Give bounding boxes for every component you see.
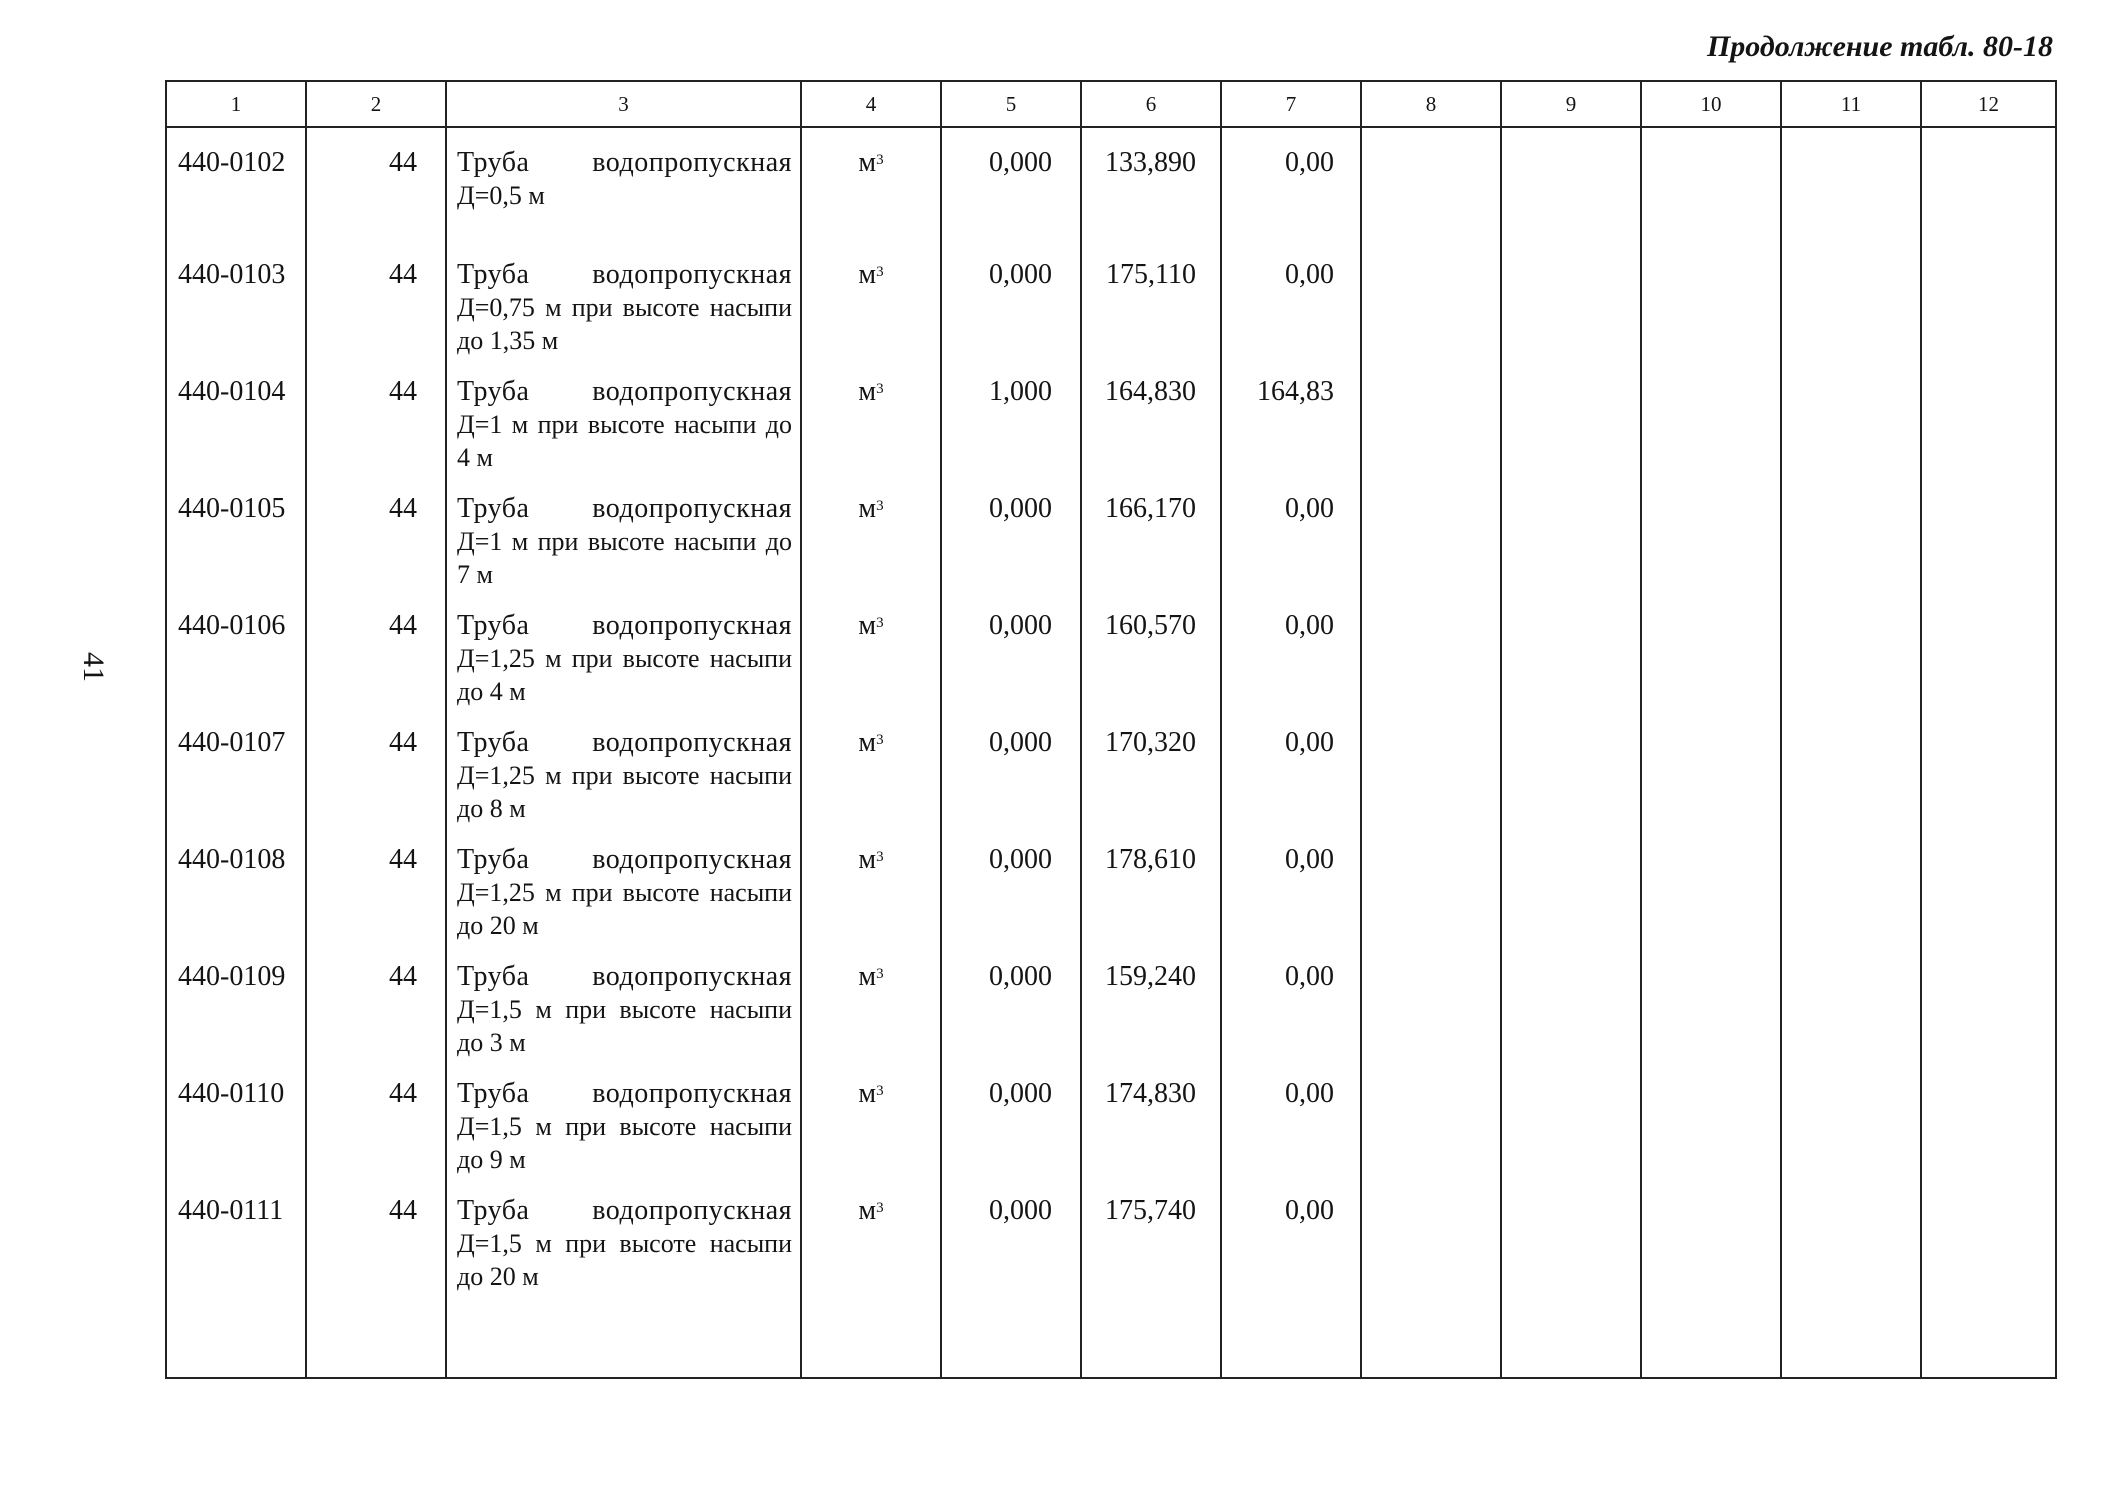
cell-group: 44	[306, 942, 446, 1059]
cell-col-11	[1781, 474, 1921, 591]
description-first-line: Труба водопропускная	[457, 727, 792, 758]
table-row	[166, 825, 2056, 942]
cell-quantity: 0,000	[941, 240, 1081, 357]
description-rest: Д=1,5 м при высоте насыпи до 3 м	[457, 995, 792, 1057]
table-row	[166, 240, 2056, 357]
unit-base: м	[858, 961, 877, 992]
cell-description	[446, 825, 801, 942]
column-header-9: 9	[1501, 81, 1641, 127]
unit-exponent: 3	[876, 1083, 884, 1099]
description-first-line: Труба водопропускная	[457, 1078, 792, 1109]
cell-quantity: 1,000	[941, 357, 1081, 474]
description-rest: Д=1 м при высоте насыпи до 7 м	[457, 527, 792, 589]
cell-group: 44	[306, 591, 446, 708]
cell-code: 440-0110	[166, 1059, 306, 1176]
cell-quantity: 0,000	[941, 1059, 1081, 1176]
cell-price: 166,170	[1081, 474, 1221, 591]
cell-code: 440-0109	[166, 942, 306, 1059]
cell-unit	[801, 474, 941, 591]
cell-price: 178,610	[1081, 825, 1221, 942]
unit-base: м	[858, 610, 877, 641]
unit-base: м	[858, 844, 877, 875]
cell-group: 44	[306, 1176, 446, 1293]
cell-code: 440-0107	[166, 708, 306, 825]
cell-description	[446, 474, 801, 591]
cell-quantity: 0,000	[941, 1176, 1081, 1293]
page-number: 41	[77, 652, 110, 682]
unit-exponent: 3	[876, 732, 884, 748]
filler-cell	[1641, 1293, 1781, 1378]
cell-col-10	[1641, 1059, 1781, 1176]
column-header-2: 2	[306, 81, 446, 127]
table-row	[166, 591, 2056, 708]
cell-col-11	[1781, 240, 1921, 357]
cell-price: 174,830	[1081, 1059, 1221, 1176]
cell-col-11	[1781, 825, 1921, 942]
filler-cell	[306, 1293, 446, 1378]
unit-base: м	[858, 1195, 877, 1226]
cell-total: 0,00	[1221, 825, 1361, 942]
cell-description	[446, 1176, 801, 1293]
description-first-line: Труба водопропускная	[457, 844, 792, 875]
column-header-1: 1	[166, 81, 306, 127]
cell-group: 44	[306, 357, 446, 474]
unit-base: м	[858, 147, 877, 178]
cell-unit	[801, 825, 941, 942]
column-header-4: 4	[801, 81, 941, 127]
cell-col-10	[1641, 708, 1781, 825]
cell-unit	[801, 591, 941, 708]
cell-total: 0,00	[1221, 1176, 1361, 1293]
cell-col-12	[1921, 1059, 2056, 1176]
cell-col-11	[1781, 591, 1921, 708]
cell-code: 440-0106	[166, 591, 306, 708]
cell-col-12	[1921, 357, 2056, 474]
cell-col-9	[1501, 1059, 1641, 1176]
cell-group: 44	[306, 240, 446, 357]
table-row	[166, 1059, 2056, 1176]
cell-col-8	[1361, 474, 1501, 591]
cell-total: 0,00	[1221, 1059, 1361, 1176]
cell-quantity: 0,000	[941, 474, 1081, 591]
filler-cell	[446, 1293, 801, 1378]
description-first-line: Труба водопропускная	[457, 376, 792, 407]
cell-group: 44	[306, 127, 446, 240]
cell-price: 175,740	[1081, 1176, 1221, 1293]
description-rest: Д=0,5 м	[457, 181, 545, 210]
cell-col-10	[1641, 591, 1781, 708]
cell-code: 440-0104	[166, 357, 306, 474]
price-table	[165, 80, 2057, 1379]
cell-price: 164,830	[1081, 357, 1221, 474]
description-rest: Д=1,25 м при высоте насыпи до 8 м	[457, 761, 792, 823]
cell-price: 170,320	[1081, 708, 1221, 825]
cell-col-10	[1641, 357, 1781, 474]
unit-base: м	[858, 1078, 877, 1109]
cell-description	[446, 708, 801, 825]
cell-col-8	[1361, 591, 1501, 708]
unit-exponent: 3	[876, 264, 884, 280]
description-rest: Д=1 м при высоте насыпи до 4 м	[457, 410, 792, 472]
cell-unit	[801, 1176, 941, 1293]
cell-col-11	[1781, 708, 1921, 825]
unit-exponent: 3	[876, 381, 884, 397]
cell-col-9	[1501, 1176, 1641, 1293]
cell-col-8	[1361, 825, 1501, 942]
column-header-6: 6	[1081, 81, 1221, 127]
cell-col-8	[1361, 127, 1501, 240]
cell-col-9	[1501, 357, 1641, 474]
filler-cell	[1921, 1293, 2056, 1378]
table-header	[166, 81, 2056, 127]
cell-col-9	[1501, 591, 1641, 708]
column-header-11: 11	[1781, 81, 1921, 127]
cell-price: 160,570	[1081, 591, 1221, 708]
cell-code: 440-0102	[166, 127, 306, 240]
filler-cell	[941, 1293, 1081, 1378]
unit-base: м	[858, 727, 877, 758]
cell-total: 0,00	[1221, 942, 1361, 1059]
filler-cell	[1781, 1293, 1921, 1378]
cell-total: 164,83	[1221, 357, 1361, 474]
unit-base: м	[858, 259, 877, 290]
description-first-line: Труба водопропускная	[457, 259, 792, 290]
table-row	[166, 708, 2056, 825]
column-header-5: 5	[941, 81, 1081, 127]
cell-col-8	[1361, 942, 1501, 1059]
filler-cell	[801, 1293, 941, 1378]
table-continuation-caption: Продолжение табл. 80-18	[1706, 30, 2053, 63]
description-first-line: Труба водопропускная	[457, 610, 792, 641]
cell-quantity: 0,000	[941, 825, 1081, 942]
description-first-line: Труба водопропускная	[457, 493, 792, 524]
filler-cell	[1221, 1293, 1361, 1378]
cell-col-12	[1921, 825, 2056, 942]
cell-col-10	[1641, 1176, 1781, 1293]
filler-cell	[1081, 1293, 1221, 1378]
cell-description	[446, 591, 801, 708]
cell-total: 0,00	[1221, 240, 1361, 357]
cell-col-12	[1921, 1176, 2056, 1293]
unit-exponent: 3	[876, 849, 884, 865]
unit-base: м	[858, 376, 877, 407]
cell-col-11	[1781, 127, 1921, 240]
description-rest: Д=1,5 м при высоте насыпи до 20 м	[457, 1229, 792, 1291]
cell-col-8	[1361, 708, 1501, 825]
cell-price: 159,240	[1081, 942, 1221, 1059]
cell-col-8	[1361, 240, 1501, 357]
cell-unit	[801, 942, 941, 1059]
description-first-line: Труба водопропускная	[457, 961, 792, 992]
cell-code: 440-0108	[166, 825, 306, 942]
cell-unit	[801, 127, 941, 240]
description-first-line: Труба водопропускная	[457, 1195, 792, 1226]
cell-col-9	[1501, 474, 1641, 591]
table-row	[166, 127, 2056, 240]
cell-quantity: 0,000	[941, 708, 1081, 825]
description-first-line: Труба водопропускная	[457, 147, 792, 178]
cell-code: 440-0103	[166, 240, 306, 357]
column-header-8: 8	[1361, 81, 1501, 127]
cell-col-8	[1361, 357, 1501, 474]
cell-total: 0,00	[1221, 127, 1361, 240]
unit-exponent: 3	[876, 1200, 884, 1216]
cell-col-8	[1361, 1059, 1501, 1176]
column-header-3: 3	[446, 81, 801, 127]
description-rest: Д=1,5 м при высоте насыпи до 9 м	[457, 1112, 792, 1174]
filler-cell	[1501, 1293, 1641, 1378]
description-rest: Д=1,25 м при высоте насыпи до 4 м	[457, 644, 792, 706]
cell-code: 440-0105	[166, 474, 306, 591]
cell-col-11	[1781, 1176, 1921, 1293]
table-row	[166, 1176, 2056, 1293]
cell-price: 175,110	[1081, 240, 1221, 357]
table-body	[166, 127, 2056, 1378]
description-rest: Д=1,25 м при высоте насыпи до 20 м	[457, 878, 792, 940]
cell-group: 44	[306, 708, 446, 825]
cell-col-12	[1921, 474, 2056, 591]
header-row	[166, 81, 2056, 127]
cell-col-10	[1641, 240, 1781, 357]
cell-description	[446, 357, 801, 474]
cell-col-12	[1921, 942, 2056, 1059]
cell-description	[446, 127, 801, 240]
cell-total: 0,00	[1221, 474, 1361, 591]
cell-description	[446, 1059, 801, 1176]
cell-unit	[801, 1059, 941, 1176]
cell-col-11	[1781, 1059, 1921, 1176]
cell-col-10	[1641, 825, 1781, 942]
cell-price: 133,890	[1081, 127, 1221, 240]
cell-total: 0,00	[1221, 708, 1361, 825]
cell-group: 44	[306, 474, 446, 591]
cell-description	[446, 240, 801, 357]
cell-col-9	[1501, 240, 1641, 357]
cell-quantity: 0,000	[941, 591, 1081, 708]
unit-base: м	[858, 493, 877, 524]
cell-col-9	[1501, 942, 1641, 1059]
cell-code: 440-0111	[166, 1176, 306, 1293]
filler-cell	[166, 1293, 306, 1378]
cell-col-9	[1501, 708, 1641, 825]
cell-col-12	[1921, 591, 2056, 708]
cell-col-11	[1781, 942, 1921, 1059]
cell-quantity: 0,000	[941, 127, 1081, 240]
cell-col-12	[1921, 240, 2056, 357]
cell-col-10	[1641, 474, 1781, 591]
cell-unit	[801, 357, 941, 474]
table-row	[166, 942, 2056, 1059]
cell-group: 44	[306, 825, 446, 942]
filler-cell	[1361, 1293, 1501, 1378]
table-row	[166, 474, 2056, 591]
table-bottom-filler	[166, 1293, 2056, 1378]
description-rest: Д=0,75 м при высоте насыпи до 1,35 м	[457, 293, 792, 355]
unit-exponent: 3	[876, 152, 884, 168]
cell-group: 44	[306, 1059, 446, 1176]
column-header-10: 10	[1641, 81, 1781, 127]
cell-total: 0,00	[1221, 591, 1361, 708]
cell-col-11	[1781, 357, 1921, 474]
cell-unit	[801, 240, 941, 357]
column-header-12: 12	[1921, 81, 2056, 127]
cell-col-9	[1501, 825, 1641, 942]
cell-col-12	[1921, 127, 2056, 240]
unit-exponent: 3	[876, 498, 884, 514]
table-row	[166, 357, 2056, 474]
cell-col-12	[1921, 708, 2056, 825]
cell-col-9	[1501, 127, 1641, 240]
unit-exponent: 3	[876, 615, 884, 631]
unit-exponent: 3	[876, 966, 884, 982]
cell-col-10	[1641, 942, 1781, 1059]
cell-col-10	[1641, 127, 1781, 240]
cell-quantity: 0,000	[941, 942, 1081, 1059]
cell-unit	[801, 708, 941, 825]
column-header-7: 7	[1221, 81, 1361, 127]
cell-description	[446, 942, 801, 1059]
cell-col-8	[1361, 1176, 1501, 1293]
